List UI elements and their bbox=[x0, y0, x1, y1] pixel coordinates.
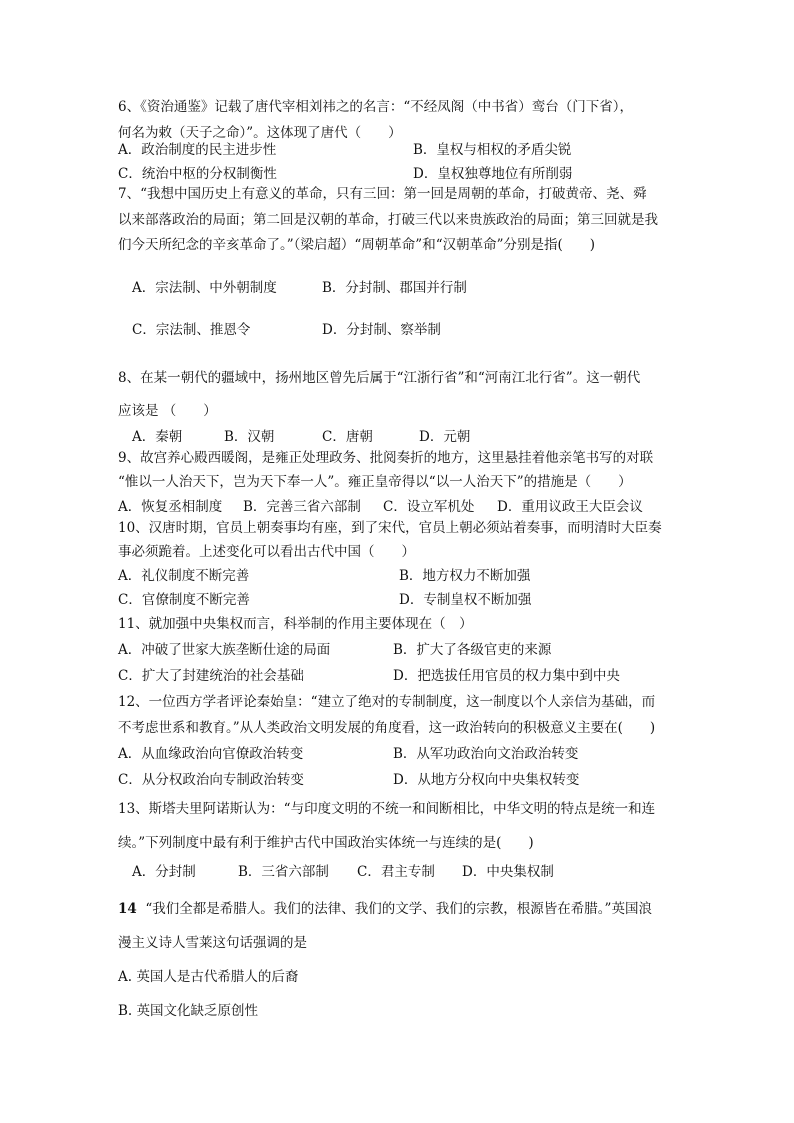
option-d: D．专制皇权不断加强 bbox=[399, 592, 532, 608]
option-d: D．从地方分权向中央集权转变 bbox=[393, 772, 580, 788]
question-text-line: 漫主义诗人雪莱这句话强调的是 bbox=[118, 935, 307, 951]
question-text-line: 事必须跪着。上述变化可以看出古代中国（ ） bbox=[118, 544, 415, 560]
question-text-line: 8、在某一朝代的疆域中，扬州地区曾先后属于“江浙行省”和“河南江北行省”。这一朝代 bbox=[118, 370, 641, 386]
option-a: A．政治制度的民主进步性 bbox=[118, 142, 277, 158]
question-13 bbox=[118, 792, 688, 860]
question-9 bbox=[118, 446, 688, 494]
option-a: A．宗法制、中外朝制度 bbox=[132, 280, 277, 296]
question-14 bbox=[118, 892, 688, 1028]
option-b: B．扩大了各级官吏的来源 bbox=[393, 642, 552, 658]
question-text-line: 13、斯塔夫里阿诺斯认为：“与印度文明的不统一和间断相比，中华文明的特点是统一和连 bbox=[118, 801, 656, 817]
option-d: D．皇权独尊地位有所削弱 bbox=[413, 166, 573, 182]
option-b: B．从军功政治向文治政治转变 bbox=[393, 746, 579, 762]
option-c: C．从分权政治向专制政治转变 bbox=[118, 772, 304, 788]
question-7 bbox=[118, 182, 688, 259]
option-c: C．唐朝 bbox=[322, 429, 373, 445]
option-b: B. 英国文化缺乏原创性 bbox=[118, 1003, 259, 1019]
question-text-line: 10、汉唐时期，官员上朝奏事均有座，到了宋代，官员上朝必须站着奏事，而明清时大臣奏 bbox=[118, 520, 662, 536]
option-a: A．分封制 bbox=[132, 864, 196, 880]
option-b: B．地方权力不断加强 bbox=[399, 568, 531, 584]
option-c: C．君主专制 bbox=[357, 864, 435, 880]
question-text-line: 9、故宫养心殿西暖阁，是雍正处理政务、批阅奏折的地方，这里悬挂着他亲笔书写的对联 bbox=[118, 450, 654, 466]
question-text-line: 12、一位西方学者评论秦始皇：“建立了绝对的专制制度，这一制度以个人亲信为基础，而 bbox=[118, 694, 656, 710]
option-c: C．统治中枢的分权制衡性 bbox=[118, 166, 277, 182]
option-c: C．扩大了封建统治的社会基础 bbox=[118, 668, 304, 684]
option-b: B．皇权与相权的矛盾尖锐 bbox=[413, 142, 572, 158]
question-text-line: 何名为敕（天子之命）”。这体现了唐代（ ） bbox=[118, 124, 402, 141]
question-text-line: 应该是 （ ） bbox=[118, 403, 217, 419]
option-a: A. 英国人是古代希腊人的后裔 bbox=[118, 969, 299, 985]
option-c: C．设立军机处 bbox=[383, 499, 475, 515]
question-text-line bbox=[118, 892, 688, 926]
option-a: A．礼仪制度不断完善 bbox=[118, 568, 250, 584]
question-text-line: 以来部落政治的局面；第二回是汉朝的革命，打破三代以来贵族政治的局面；第三回就是我 bbox=[118, 211, 658, 228]
question-text-line: 不考虑世系和教育。”从人类政治文明发展的角度看，这一政治转向的积极意义主要在( ) bbox=[118, 720, 656, 736]
option-a: A．从血缘政治向官僚政治转变 bbox=[118, 746, 304, 762]
option-b: B．分封制、郡国并行制 bbox=[322, 280, 467, 296]
option-b: B．汉朝 bbox=[224, 429, 275, 445]
option-d: D．元朝 bbox=[419, 429, 471, 445]
option-d: D．分封制、察举制 bbox=[322, 322, 441, 338]
option-d: D．中央集权制 bbox=[462, 864, 554, 880]
question-8 bbox=[118, 362, 688, 428]
option-d: D．把选拔任用官员的权力集中到中央 bbox=[393, 668, 620, 684]
question-11 bbox=[118, 612, 688, 636]
option-a: A．秦朝 bbox=[132, 429, 183, 445]
question-6 bbox=[118, 95, 688, 146]
option-a: A．恢复丞相制度 bbox=[118, 499, 223, 515]
question-text-line: 7、“我想中国历史上有意义的革命，只有三回：第一回是周朝的革命，打破黄帝、尧、舜 bbox=[118, 186, 647, 202]
question-12 bbox=[118, 689, 688, 741]
question-text-line: 续。”下列制度中最有利于维护古代中国政治实体统一与连续的是( ) bbox=[118, 835, 534, 851]
option-a: A．冲破了世家大族垄断仕途的局面 bbox=[118, 642, 331, 658]
option-c: C．宗法制、推恩令 bbox=[132, 322, 251, 338]
question-text-line: 11、就加强中央集权而言，科举制的作用主要体现在（ ） bbox=[118, 616, 473, 632]
question-number: 14 bbox=[118, 901, 137, 917]
option-b: B．三省六部制 bbox=[238, 864, 329, 880]
question-10 bbox=[118, 516, 688, 564]
question-text-line: 6、《资治通鉴》记载了唐代宰相刘祎之的名言：“不经凤阁（中书省）鸾台（门下省）， bbox=[118, 99, 633, 115]
option-c: C．官僚制度不断完善 bbox=[118, 592, 250, 608]
option-b: B．完善三省六部制 bbox=[243, 499, 361, 515]
question-text: “我们全都是希腊人。我们的法律、我们的文学、我们的宗教，根源皆在希腊。”英国浪 bbox=[145, 901, 652, 917]
question-text-line: 们今天所纪念的辛亥革命了。”（梁启超）“周朝革命”和“汉朝革命”分别是指( ) bbox=[118, 237, 596, 253]
option-d: D．重用议政王大臣会议 bbox=[497, 499, 643, 515]
question-text-line: “惟以一人治天下，岂为天下奉一人”。雍正皇帝得以“以一人治天下”的措施是（ ） bbox=[118, 474, 632, 490]
